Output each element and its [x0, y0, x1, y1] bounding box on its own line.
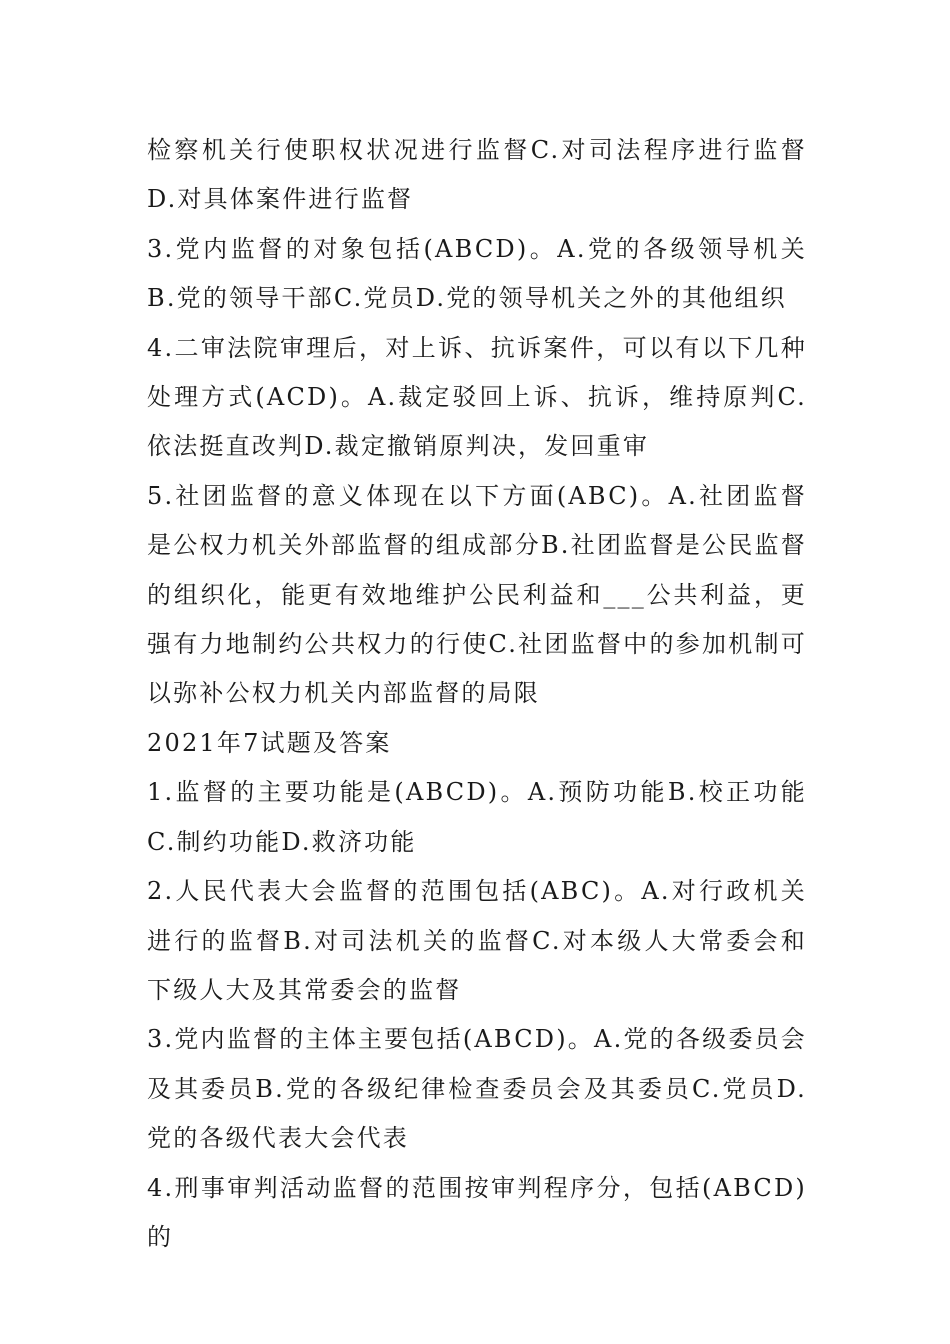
paragraph: 2.人民代表大会监督的范围包括(ABC)。A.对行政机关进行的监督B.对司法机关的监督C.对本级人大常委会和下级人大及其常委会的监督	[147, 877, 807, 1004]
section-heading: 2021年7试题及答案	[147, 728, 392, 757]
paragraph: 5.社团监督的意义体现在以下方面(ABC)。A.社团监督是公权力机关外部监督的组成部分B.社团监督是公民监督的组织化，能更有效地维护公民利益和___公共利益，更强有力地制约公共权力的行使C.社团监督中的参加机制可以弥补公权力机关内部监督的局限	[147, 481, 807, 708]
paragraph: 4.刑事审判活动监督的范围按审判程序分，包括(ABCD)的	[147, 1173, 807, 1251]
paragraph: 检察机关行使职权状况进行监督C.对司法程序进行监督D.对具体案件进行监督	[147, 136, 807, 214]
document-body	[147, 126, 807, 1262]
paragraph: 1.监督的主要功能是(ABCD)。A.预防功能B.校正功能C.制约功能D.救济功能	[147, 778, 807, 856]
paragraph: 3.党内监督的对象包括(ABCD)。A.党的各级领导机关B.党的领导干部C.党员D.党的领导机关之外的其他组织	[147, 234, 807, 313]
paragraph: 3.党内监督的主体主要包括(ABCD)。A.党的各级委员会及其委员B.党的各级纪律检查委员会及其委员C.党员D.党的各级代表大会代表	[147, 1025, 807, 1153]
paragraph: 4.二审法院审理后，对上诉、抗诉案件，可以有以下几种处理方式(ACD)。A.裁定驳回上诉、抗诉，维持原判C.依法挺直改判D.裁定撤销原判决，发回重审	[147, 333, 807, 461]
